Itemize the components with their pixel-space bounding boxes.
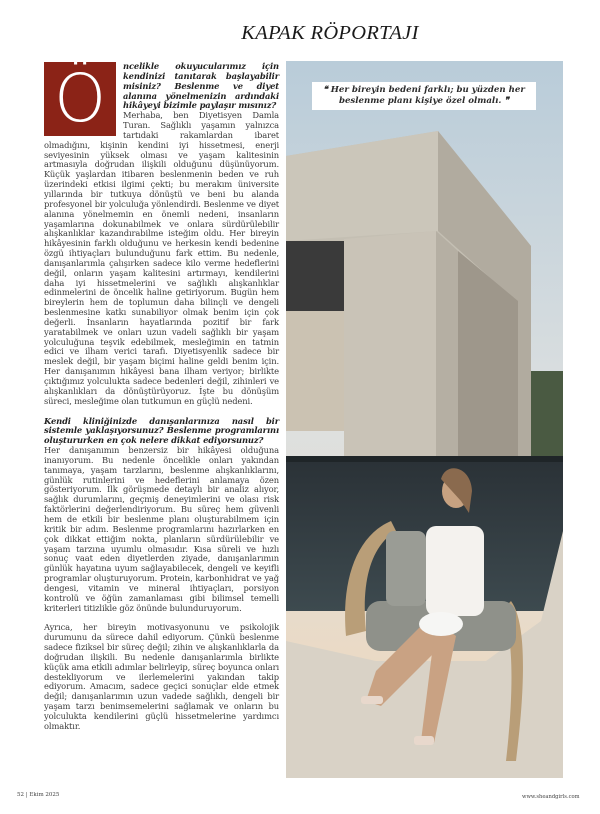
quote-close-icon: ❞	[504, 96, 510, 106]
answer-1: Merhaba, ben Diyetisyen Damla Turan. Sağlıklı yaşamın yalnızca tartıdaki rakamlardan ibaret olmadığını, kişinin kendini iyi hissetmesi, enerji seviyesinin yüksek olması ve yaşam kalitesinin artmasıyla doğrudan ilişkili olduğunu düşünüyorum. Küçük yaşlardan itibaren beslenmenin beden ve ruh üzerindeki etkisi ilgimi çekti; bu merakım üniversite yıllarında bir tutkuya dönüştü ve beni bu alanda profesyonel bir yolculuğa yönlendirdi. Beslenme ve diyet alanına yönelmemin en önemli nedeni, insanların yaşamlarına dokunabilmek ve onlara sürdürülebilir alışkanlıklar kazandırabilme isteğim oldu. Her bireyin hikâyesinin farklı olduğunu ve herkesin kendi bedenine özgü ihtiyaçları bulunduğunu fark ettim. Bu nedenle, danışanlarımla çalışırken sadece kilo verme hedeflerini değil, onların yaşam kalitesini artırmayı, kendilerini daha iyi hissetmelerini ve sağlıklı alışkanlıklar edinmelerini de öncelik haline getiriyorum. Bugün hem bireylerin hem de toplumun daha bilinçli ve dengeli beslenmesine katkı sunabiliyor olmak benim için çok değerli. İnsanların hayatlarında pozitif bir fark yaratabilmek ve onları uzun vadeli sağlıklı bir yaşam yolculuğuna teşvik edebilmek, mesleğimin en tatmin edici ve ilham verici tarafı. Diyetisyenlik sadece bir meslek değil, bir yaşam biçimi haline geldi benim için. Her danışanımın hikâyesi bana ilham veriyor; birlikte çıktığımız yolculukta sadece bedenleri değil, zihinleri ve alışkanlıkları da dönüştürüyoruz. İşte bu dönüşüm süreci, mesleğime olan tutkumun en güçlü nedeni.	[44, 110, 279, 406]
answer-2: Her danışanımın benzersiz bir hikâyesi olduğuna inanıyorum. Bu nedenle öncelikle onları yakından tanımaya, yaşam tarzlarını, beslenme alışkanlıklarını, günlük rutinlerini ve hedeflerini anlamaya özen gösteriyorum. İlk görüşmede detaylı bir analiz alıyor, sağlık durumlarını, geçmiş deneyimlerini ve olası risk faktörlerini değerlendiriyorum. Bu süreç hem güvenli hem de etkili bir beslenme planı oluşturabilmem için kritik bir adım. Beslenme programlarını hazırlarken en çok dikkat ettiğim nokta, planların sürdürülebilir ve yaşam tarzına uyumlu olmasıdır. Kısa süreli ve hızlı sonuç vaat eden diyetlerden ziyade, danışanlarımın günlük hayatına uyum sağlayabilecek, dengeli ve keyifli programlar oluşturuyorum. Protein, karbonhidrat ve yağ dengesi, vitamin ve mineral ihtiyaçları, porsiyon kontrolü ve öğün zamanlaması gibi bilimsel temelli kriterleri titizlikle göz önünde bulunduruyorum.	[44, 445, 279, 613]
drop-cap-letter: Ö	[54, 60, 106, 137]
question-1: ncelikle okuyucularımız için kendinizi tanıtarak başlayabilir misiniz? Beslenme ve diyet alanına yönelmenizin ardındaki hikâyeyi bizimle paylaşır mısınız?	[123, 61, 279, 111]
drop-cap	[44, 62, 116, 136]
article-body	[44, 62, 279, 732]
pull-quote-text: Her bireyin bedeni farklı; bu yüzden her beslenme planı kişiye özel olmalı.	[330, 85, 525, 106]
question-2: Kendi kliniğinizde danışanlarınıza nasıl bir sistemle yaklaşıyorsunuz? Beslenme programlarını oluştururken en çok nelere dikkat ediyorsunuz?	[44, 415, 279, 446]
section-title: KAPAK RÖPORTAJI	[241, 22, 419, 44]
cover-photo	[286, 61, 563, 778]
answer-3: Ayrıca, her bireyin motivasyonunu ve psikolojik durumunu da sürece dahil ediyorum. Çünkü beslenme sadece fiziksel bir süreç değil; zihin ve alışkanlıklarla da doğrudan ilişkili. Bu nedenle danışanlarımla birlikte küçük ama etkili adımlar belirleyip, süreç boyunca onları destekliyorum ve ilerlemelerini yakından takip ediyorum. Amacım, sadece geçici sonuçlar elde etmek değil; danışanlarımın uzun vadede sağlıklı, dengeli bir yaşam tarzı benimsemelerini sağlamak ve onların bu yolculukta kendilerini güçlü hissetmelerine yardımcı olmaktır.	[44, 622, 280, 731]
page-footer	[17, 792, 59, 798]
pull-quote	[312, 82, 536, 110]
section-header	[0, 22, 600, 45]
photo-illustration	[286, 61, 563, 778]
page-number: 52	[17, 792, 24, 798]
website-link[interactable]: www.sheandgirls.com	[522, 794, 580, 800]
quote-open-icon: ❝	[323, 85, 328, 95]
issue-date: Ekim 2025	[29, 792, 60, 798]
footer-separator: |	[25, 792, 28, 798]
